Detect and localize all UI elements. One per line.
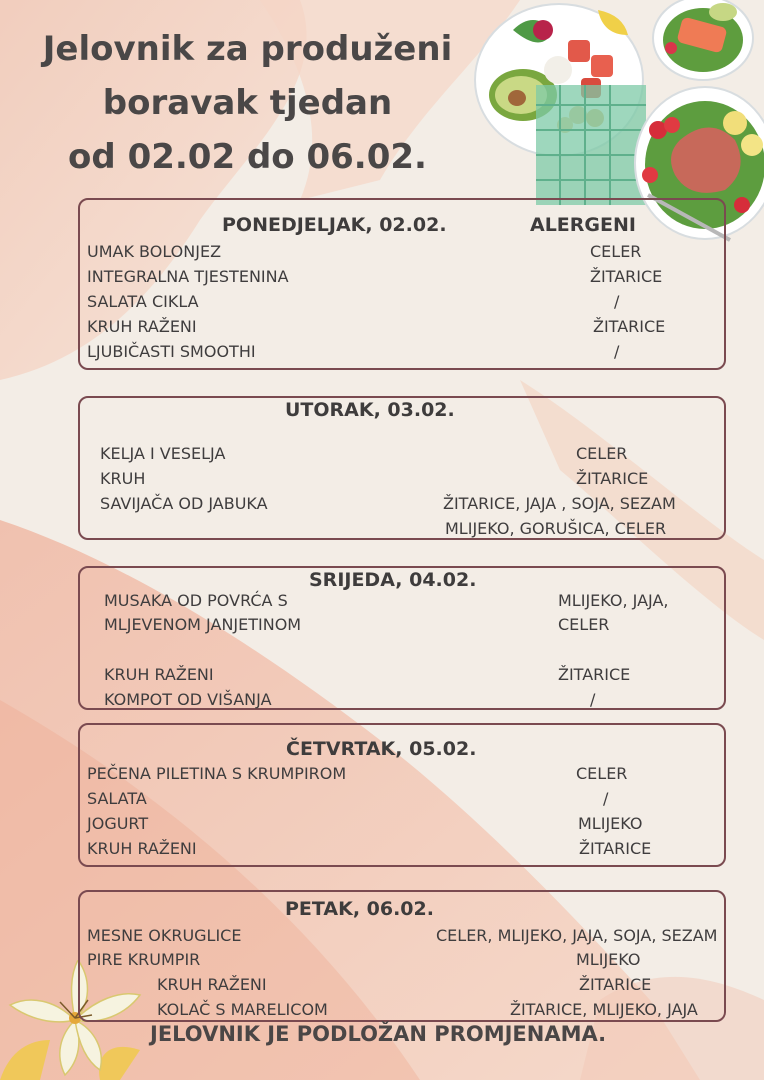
food-name: KRUH RAŽENI — [157, 975, 267, 994]
allergen-list: ŽITARICE — [590, 267, 663, 286]
allergen-list: MLIJEKO — [576, 950, 641, 969]
food-name: KOLAČ S MARELICOM — [157, 1000, 328, 1019]
food-name: MUSAKA OD POVRĆA S — [104, 591, 288, 610]
food-name: SALATA — [87, 789, 147, 808]
allergen-list: CELER — [576, 764, 628, 783]
allergen-list: CELER — [558, 615, 610, 634]
day-heading-thursday: ČETVRTAK, 05.02. — [286, 738, 477, 760]
allergen-list: CELER — [590, 242, 642, 261]
allergen-list: MLIJEKO, JAJA, — [558, 591, 669, 610]
food-name: SAVIJAČA OD JABUKA — [100, 494, 268, 513]
allergen-list: ŽITARICE — [576, 469, 649, 488]
food-name: LJUBIČASTI SMOOTHI — [87, 342, 256, 361]
allergen-list: / — [614, 292, 620, 311]
food-name: KRUH RAŽENI — [87, 839, 197, 858]
food-name: KELJA I VESELJA — [100, 444, 226, 463]
allergen-list: ŽITARICE — [579, 839, 652, 858]
food-name: KOMPOT OD VIŠANJA — [104, 690, 272, 709]
allergen-list: ŽITARICE — [558, 665, 631, 684]
allergen-list: ŽITARICE, MLIJEKO, JAJA — [510, 1000, 698, 1019]
day-heading-wednesday: SRIJEDA, 04.02. — [309, 569, 477, 591]
day-heading-tuesday: UTORAK, 03.02. — [285, 399, 455, 421]
food-name: KRUH RAŽENI — [104, 665, 214, 684]
title-line-1: Jelovnik za produženi — [42, 29, 453, 69]
food-name: SALATA CIKLA — [87, 292, 199, 311]
food-name: MESNE OKRUGLICE — [87, 926, 242, 945]
allergen-list: / — [590, 690, 596, 709]
food-name: INTEGRALNA TJESTENINA — [87, 267, 289, 286]
allergen-list: / — [614, 342, 620, 361]
allergen-list: / — [603, 789, 609, 808]
allergen-list: ŽITARICE — [579, 975, 652, 994]
title-line-3: od 02.02 do 06.02. — [68, 137, 427, 177]
allergen-header: ALERGENI — [530, 214, 636, 236]
allergen-list: ŽITARICE — [593, 317, 666, 336]
food-name: KRUH RAŽENI — [87, 317, 197, 336]
day-heading-friday: PETAK, 06.02. — [285, 898, 434, 920]
food-name: JOGURT — [87, 814, 149, 833]
food-name: PIRE KRUMPIR — [87, 950, 201, 969]
allergen-list: CELER — [576, 444, 628, 463]
menu-title — [25, 22, 470, 184]
food-name: MLJEVENOM JANJETINOM — [104, 615, 302, 634]
food-name: PEČENA PILETINA S KRUMPIROM — [87, 764, 347, 783]
allergen-list: ŽITARICE, JAJA , SOJA, SEZAM — [443, 494, 676, 513]
allergen-list: MLIJEKO, GORUŠICA, CELER — [445, 519, 667, 538]
title-line-2: boravak tjedan — [102, 83, 393, 123]
menu-disclaimer: JELOVNIK JE PODLOŽAN PROMJENAMA. — [150, 1022, 607, 1046]
allergen-list: CELER, MLIJEKO, JAJA, SOJA, SEZAM — [436, 926, 718, 945]
day-heading-monday: PONEDJELJAK, 02.02. — [222, 214, 447, 236]
food-name: UMAK BOLONJEZ — [87, 242, 222, 261]
food-name: KRUH — [100, 469, 146, 488]
allergen-list: MLIJEKO — [578, 814, 643, 833]
